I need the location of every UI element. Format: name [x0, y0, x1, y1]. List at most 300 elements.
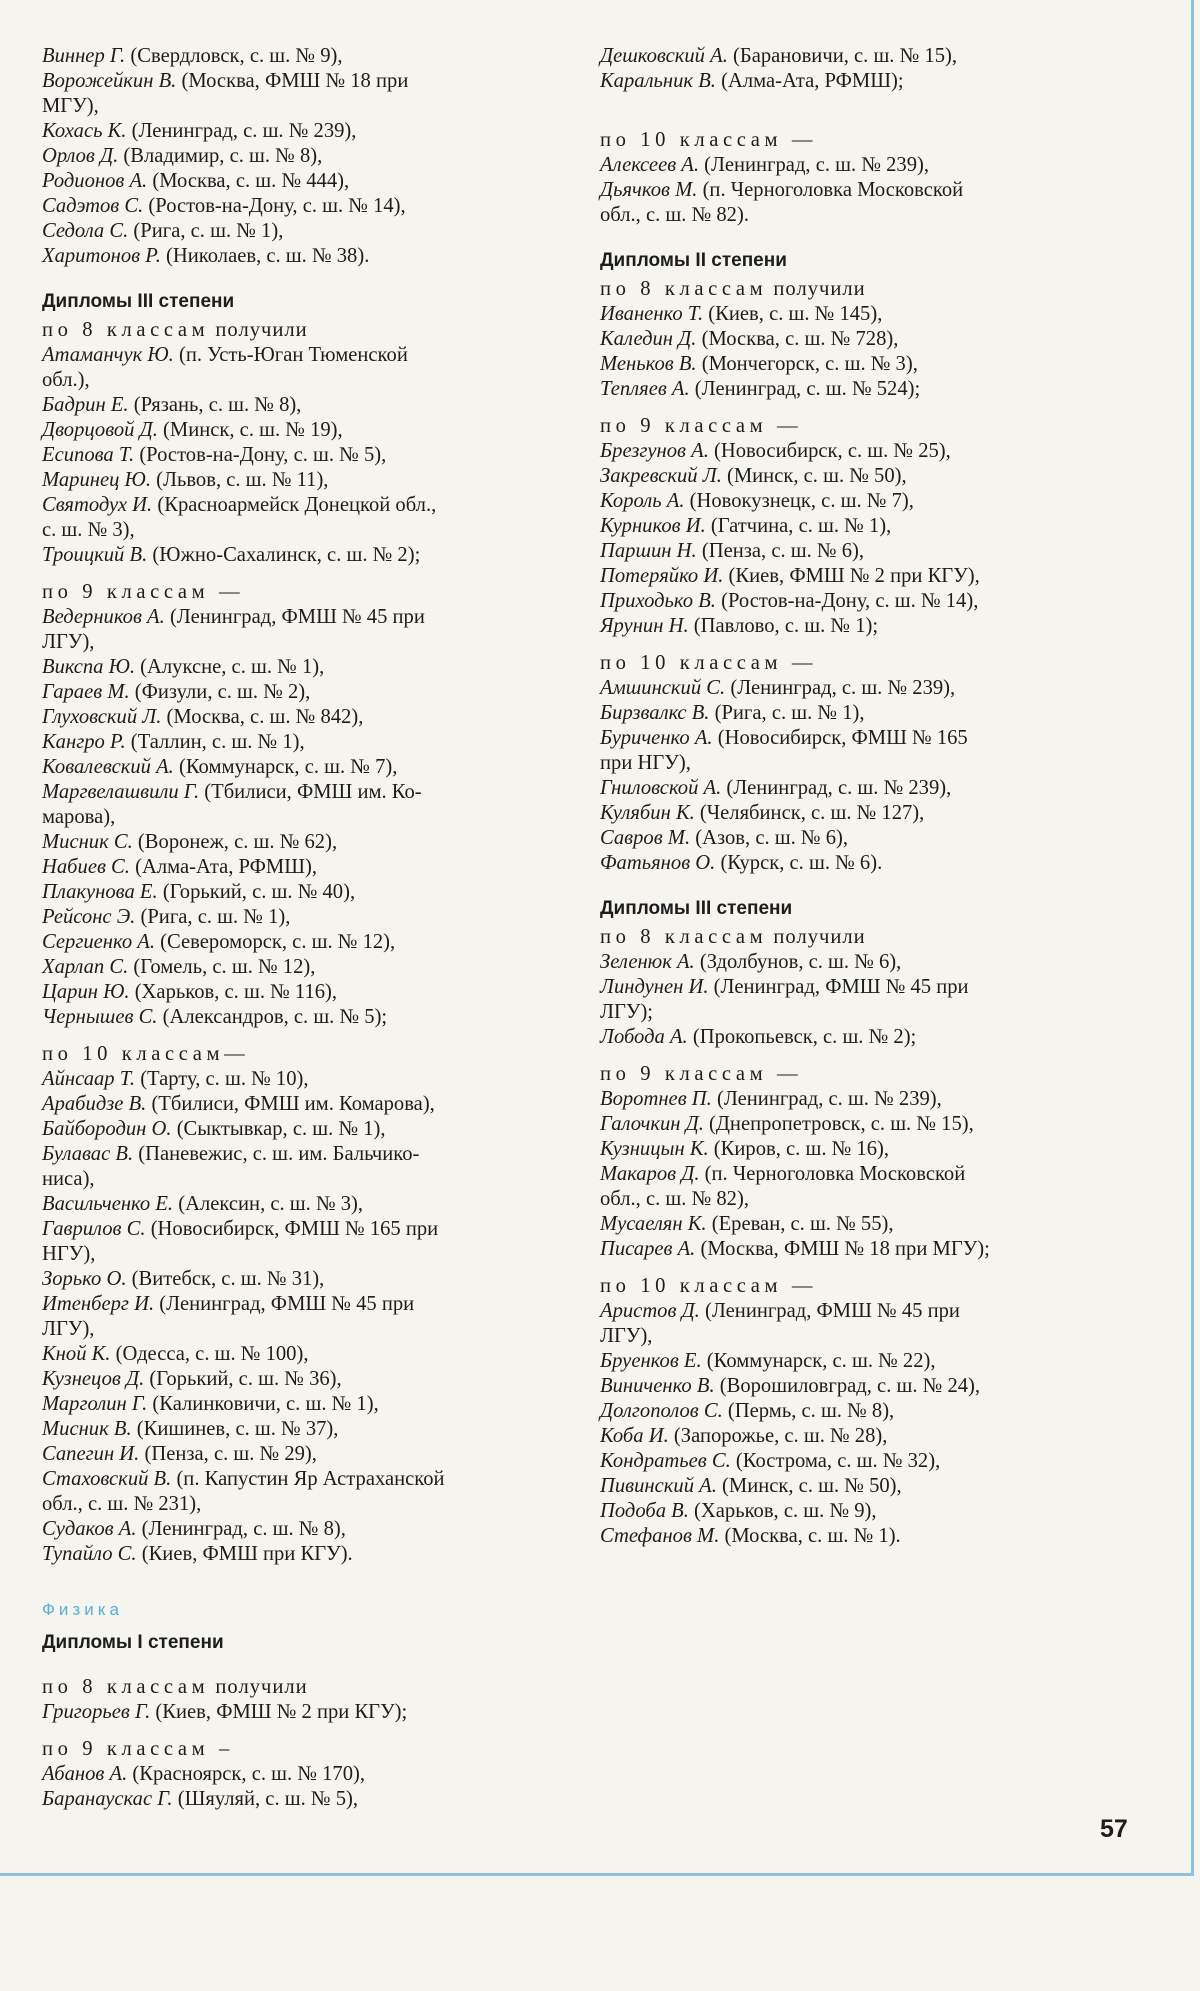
list-line — [42, 194, 575, 219]
section-title-physics: Физика — [42, 1600, 123, 1619]
participant-name: Зорько О. — [42, 1268, 127, 1290]
participant-location: (Москва, с. ш. № 842), — [161, 706, 364, 728]
participant-location: (Рига, с. ш. № 1), — [128, 220, 284, 242]
participant-location: (Киров, с. ш. № 16), — [708, 1138, 890, 1160]
participant-name: Харлап С. — [42, 956, 129, 978]
list-line — [600, 1474, 1135, 1499]
list-line — [600, 489, 1135, 514]
participant-location: (Минск, с. ш. № 50), — [716, 1475, 902, 1497]
participant-location: (Рязань, с. ш. № 8), — [128, 394, 302, 416]
participant-name: Набиев С. — [42, 856, 130, 878]
participant-location: (Курск, с. ш. № 6). — [715, 852, 883, 874]
participant-name: Закревский Л. — [600, 465, 722, 487]
list-line — [600, 676, 1135, 701]
heading-diplomas-ii: Дипломы II степени — [600, 250, 787, 271]
list-line — [42, 219, 575, 244]
heading-diplomas-i: Дипломы I степени — [42, 1632, 224, 1653]
participant-location: (п. Черноголовка Московской — [699, 1163, 966, 1185]
participant-name: Аристов Д. — [600, 1300, 700, 1322]
participant-name: Писарев А. — [600, 1238, 696, 1260]
participant-name: Сапегин И. — [42, 1443, 140, 1465]
participant-location: (Ленинград, ФМШ № 45 при — [154, 1293, 415, 1315]
participant-name: Меньков В. — [600, 353, 697, 375]
list-line — [600, 1424, 1135, 1449]
participant-name: Линдунен И. — [600, 976, 709, 998]
participant-location: (Ленинград, с. ш. № 239), — [725, 677, 956, 699]
participant-location: МГУ), — [42, 95, 99, 117]
list-line — [600, 1299, 1135, 1324]
participant-location: (Александров, с. ш. № 5); — [157, 1006, 388, 1028]
heading-diplomas-iii-right: Дипломы III степени — [600, 898, 793, 919]
participant-location: (Гатчина, с. ш. № 1), — [705, 515, 892, 537]
participant-name: Булавас В. — [42, 1143, 134, 1165]
participant-location: обл., с. ш. № 82). — [600, 204, 749, 226]
list-line — [600, 950, 1135, 975]
participant-location: (Ленинград, с. ш. № 524); — [689, 378, 921, 400]
list-line — [42, 1492, 575, 1517]
participant-name: Каральник В. — [600, 70, 716, 92]
participant-name: Кохась К. — [42, 120, 127, 142]
participant-name: Макаров Д. — [600, 1163, 700, 1185]
list-line — [600, 1000, 1135, 1025]
list-line — [600, 69, 1135, 94]
list-line — [42, 1005, 575, 1030]
participant-name: Галочкин Д. — [600, 1113, 704, 1135]
math-list-top — [42, 44, 575, 269]
list-line — [600, 439, 1135, 464]
participant-location: (Здолбунов, с. ш. № 6), — [694, 951, 902, 973]
subheading-ii-grade-10: по 10 классам — — [600, 652, 818, 674]
participant-location: (Физули, с. ш. № 2), — [129, 681, 311, 703]
list-line — [42, 1542, 575, 1567]
list-line — [600, 975, 1135, 1000]
participant-name: Гаврилов С. — [42, 1218, 146, 1240]
list-line — [42, 543, 575, 568]
participant-location: (п. Черноголовка Московской — [697, 179, 964, 201]
list-line — [600, 302, 1135, 327]
list-line — [42, 69, 575, 94]
list-line — [42, 655, 575, 680]
list-grade-10 — [42, 1067, 575, 1567]
participant-location: (Москва, с. ш. № 1). — [719, 1525, 901, 1547]
list-line — [42, 980, 575, 1005]
list-line — [600, 614, 1135, 639]
list-iii-grade-8 — [600, 950, 1135, 1050]
list-line — [42, 1762, 575, 1787]
list-line — [42, 1167, 575, 1192]
participant-location: (Николаев, с. ш. № 38). — [160, 245, 370, 267]
participant-location: (Горький, с. ш. № 36), — [144, 1368, 342, 1390]
participant-name: Подоба В. — [600, 1500, 689, 1522]
list-line — [42, 1217, 575, 1242]
list-line — [600, 564, 1135, 589]
subheading-grade-9: по 9 классам — — [42, 581, 245, 603]
participant-name: Виниченко В. — [600, 1375, 715, 1397]
physics-subheading-grade-9: по 9 классам – — [42, 1738, 234, 1760]
participant-location: (Свердловск, с. ш. № 9), — [125, 45, 343, 67]
physics-list-grade-9 — [42, 1762, 575, 1812]
list-line — [42, 169, 575, 194]
participant-location: (Москва, ФМШ № 18 при — [176, 70, 409, 92]
participant-location: (Горький, с. ш. № 40), — [157, 881, 356, 903]
list-line — [600, 464, 1135, 489]
participant-name: Стаховский В. — [42, 1468, 172, 1490]
list-line — [600, 1449, 1135, 1474]
list-line — [600, 801, 1135, 826]
list-line — [42, 493, 575, 518]
participant-location: (Одесса, с. ш. № 100), — [110, 1343, 309, 1365]
participant-location: (Барановичи, с. ш. № 15), — [727, 45, 957, 67]
participant-name: Паршин Н. — [600, 540, 697, 562]
participant-location: обл., с. ш. № 82), — [600, 1188, 749, 1210]
participant-location: (Новосибирск, ФМШ № 165 при — [145, 1218, 439, 1240]
list-line — [600, 1087, 1135, 1112]
page-number: 57 — [1100, 1815, 1128, 1843]
participant-location: (Кишинев, с. ш. № 37), — [131, 1418, 339, 1440]
participant-name: Итенберг И. — [42, 1293, 155, 1315]
participant-location: (Пенза, с. ш. № 6), — [696, 540, 865, 562]
participant-name: Воротнев П. — [600, 1088, 712, 1110]
heading-diplomas-iii: Дипломы III степени — [42, 291, 235, 312]
right-column — [600, 44, 1135, 1549]
list-iii-grade-10 — [600, 1299, 1135, 1549]
list-line — [42, 1192, 575, 1217]
participant-name: Арабидзе В. — [42, 1093, 147, 1115]
participant-location: (Челябинск, с. ш. № 127), — [694, 802, 925, 824]
participant-location: (Киев, с. ш. № 145), — [703, 303, 883, 325]
list-line — [42, 244, 575, 269]
list-line — [600, 751, 1135, 776]
subheading-iii-grade-9: по 9 классам — — [600, 1063, 803, 1085]
participant-name: Ведерников А. — [42, 606, 165, 628]
list-line — [42, 1117, 575, 1142]
participant-location: (Днепропетровск, с. ш. № 15), — [703, 1113, 974, 1135]
participant-location: (Кострома, с. ш. № 32), — [730, 1450, 941, 1472]
list-line — [600, 153, 1135, 178]
list-line — [42, 705, 575, 730]
participant-location: (Красноярск, с. ш. № 170), — [127, 1763, 366, 1785]
participant-name: Григорьев Г. — [42, 1701, 151, 1723]
list-line — [42, 343, 575, 368]
participant-location: (Рига, с. ш. № 1), — [135, 906, 291, 928]
participant-name: Бруенков Е. — [600, 1350, 702, 1372]
list-line — [42, 680, 575, 705]
list-line — [600, 514, 1135, 539]
list-line — [42, 94, 575, 119]
participant-name: Фатьянов О. — [600, 852, 716, 874]
participant-name: Брезгунов А. — [600, 440, 709, 462]
list-line — [600, 851, 1135, 876]
list-line — [42, 880, 575, 905]
list-line — [42, 1092, 575, 1117]
participant-location: (Рига, с. ш. № 1), — [709, 702, 865, 724]
list-line — [42, 1242, 575, 1267]
participant-name: Дьячков М. — [600, 179, 698, 201]
participant-name: Плакунова Е. — [42, 881, 158, 903]
list-line — [600, 377, 1135, 402]
list-line — [42, 1392, 575, 1417]
list-line — [42, 805, 575, 830]
participant-name: Король А. — [600, 490, 685, 512]
list-line — [600, 1499, 1135, 1524]
participant-name: Викспа Ю. — [42, 656, 136, 678]
participant-location: (Таллин, с. ш. № 1), — [125, 731, 305, 753]
list-line — [42, 443, 575, 468]
participant-name: Стефанов М. — [600, 1525, 720, 1547]
participant-location: (Азов, с. ш. № 6), — [690, 827, 849, 849]
participant-name: Приходько В. — [600, 590, 716, 612]
participant-location: обл., с. ш. № 231), — [42, 1493, 202, 1515]
participant-name: Тепляев А. — [600, 378, 690, 400]
participant-name: Савров М. — [600, 827, 691, 849]
list-line — [42, 368, 575, 393]
participant-name: Каледин Д. — [600, 328, 697, 350]
participant-location: (Алексин, с. ш. № 3), — [173, 1193, 364, 1215]
participant-location: (Москва, ФМШ № 18 при МГУ); — [695, 1238, 990, 1260]
list-line — [42, 1342, 575, 1367]
participant-name: Кной К. — [42, 1343, 111, 1365]
participant-name: Иваненко Т. — [600, 303, 704, 325]
participant-location: (Ленинград, с. ш. № 8), — [136, 1518, 346, 1540]
participant-location: (Ростов-на-Дону, с. ш. № 5), — [134, 444, 387, 466]
subheading-ii-grade-9: по 9 классам — — [600, 415, 803, 437]
participant-name: Гараев М. — [42, 681, 130, 703]
participant-location: (Прокопьевск, с. ш. № 2); — [687, 1026, 917, 1048]
participant-location: (Ленинград, ФМШ № 45 при — [699, 1300, 960, 1322]
participant-name: Судаков А. — [42, 1518, 137, 1540]
participant-location: (Алуксне, с. ш. № 1), — [135, 656, 325, 678]
participant-name: Лобода А. — [600, 1026, 688, 1048]
subheading-grade-10-top: по 10 классам — — [600, 129, 818, 151]
participant-location: (Красноармейск Донецкой обл., — [152, 494, 437, 516]
subheading-grade-10: по 10 классам— — [42, 1043, 250, 1065]
list-line — [600, 1025, 1135, 1050]
list-line — [42, 755, 575, 780]
participant-name: Долгополов С. — [600, 1400, 723, 1422]
list-line — [42, 1317, 575, 1342]
participant-name: Гниловской А. — [600, 777, 722, 799]
participant-location: при НГУ), — [600, 752, 691, 774]
list-line — [600, 539, 1135, 564]
participant-name: Потеряйко И. — [600, 565, 724, 587]
participant-location: (Южно-Сахалинск, с. ш. № 2); — [147, 544, 421, 566]
list-line — [600, 1349, 1135, 1374]
participant-name: Зеленюк А. — [600, 951, 695, 973]
list-line — [42, 1142, 575, 1167]
participant-location: (Шяуляй, с. ш. № 5), — [172, 1788, 358, 1810]
participant-name: Маринец Ю. — [42, 469, 151, 491]
participant-location: (п. Усть-Юган Тюменской — [173, 344, 408, 366]
participant-location: (Сыктывкар, с. ш. № 1), — [171, 1118, 386, 1140]
list-line — [600, 1137, 1135, 1162]
list-line — [42, 1417, 575, 1442]
participant-location: (Харьков, с. ш. № 116), — [129, 981, 338, 1003]
list-line — [42, 930, 575, 955]
participant-location: (Павлово, с. ш. № 1); — [688, 615, 879, 637]
list-line — [600, 352, 1135, 377]
participant-name: Буриченко А. — [600, 727, 713, 749]
participant-name: Абанов А. — [42, 1763, 128, 1785]
subheading-iii-grade-8: по 8 классам получили — [600, 926, 866, 948]
list-line — [600, 1399, 1135, 1424]
list-line — [600, 1524, 1135, 1549]
list-line — [42, 730, 575, 755]
participant-name: Атаманчук Ю. — [42, 344, 174, 366]
participant-location: с. ш. № 3), — [42, 519, 135, 541]
participant-location: ЛГУ); — [600, 1001, 654, 1023]
list-line — [600, 1187, 1135, 1212]
participant-name: Харитонов Р. — [42, 245, 161, 267]
participant-location: (Алма-Ата, РФМШ), — [129, 856, 317, 878]
list-line — [600, 1162, 1135, 1187]
list-line — [42, 144, 575, 169]
participant-location: ЛГУ), — [42, 631, 95, 653]
participant-name: Айнсаар Т. — [42, 1068, 136, 1090]
participant-name: Курников И. — [600, 515, 706, 537]
list-grade-10-top — [600, 153, 1135, 228]
participant-location: (Харьков, с. ш. № 9), — [688, 1500, 877, 1522]
participant-location: (Коммунарск, с. ш. № 7), — [173, 756, 398, 778]
list-line — [42, 418, 575, 443]
participant-name: Есипова Т. — [42, 444, 135, 466]
list-line — [600, 776, 1135, 801]
list-line — [42, 1442, 575, 1467]
list-line — [600, 203, 1135, 228]
participant-location: (Владимир, с. ш. № 8), — [118, 145, 323, 167]
list-line — [42, 1292, 575, 1317]
participant-name: Дворцовой Д. — [42, 419, 158, 441]
participant-location: (Новосибирск, с. ш. № 25), — [708, 440, 951, 462]
participant-name: Маргвелашвили Г. — [42, 781, 200, 803]
participant-location: (Киев, ФМШ № 2 при КГУ), — [723, 565, 980, 587]
participant-name: Васильченко Е. — [42, 1193, 174, 1215]
participant-location: (Ленинград, ФМШ № 45 при — [164, 606, 425, 628]
list-line — [42, 1267, 575, 1292]
participant-name: Садэтов С. — [42, 195, 144, 217]
participant-location: обл.), — [42, 369, 90, 391]
list-line — [600, 1324, 1135, 1349]
participant-location: (Новокузнецк, с. ш. № 7), — [684, 490, 914, 512]
participant-name: Виннер Г. — [42, 45, 126, 67]
participant-location: (Ворошиловград, с. ш. № 24), — [714, 1375, 981, 1397]
list-line — [42, 605, 575, 630]
participant-name: Чернышев С. — [42, 1006, 158, 1028]
list-line — [600, 44, 1135, 69]
list-line — [600, 1374, 1135, 1399]
left-column — [42, 44, 575, 1812]
list-grade-8 — [42, 343, 575, 568]
participant-name: Ворожейкин В. — [42, 70, 177, 92]
participant-location: (Минск, с. ш. № 50), — [721, 465, 907, 487]
physics-list-grade-8 — [42, 1700, 575, 1725]
participant-location: (Львов, с. ш. № 11), — [150, 469, 329, 491]
participant-location: (Калинковичи, с. ш. № 1), — [147, 1393, 379, 1415]
physics-subheading-grade-8: по 8 классам получили — [42, 1676, 308, 1698]
participant-name: Коба И. — [600, 1425, 669, 1447]
list-ii-grade-8 — [600, 302, 1135, 402]
subheading-iii-grade-10: по 10 классам — — [600, 1275, 818, 1297]
participant-location: (Пермь, с. ш. № 8), — [722, 1400, 895, 1422]
participant-location: (Москва, с. ш. № 444), — [147, 170, 350, 192]
participant-location: (Тбилиси, ФМШ им. Комарова), — [146, 1093, 435, 1115]
participant-location: (Пенза, с. ш. № 29), — [139, 1443, 317, 1465]
participant-name: Ковалевский А. — [42, 756, 174, 778]
participant-name: Ярунин Н. — [600, 615, 689, 637]
list-line — [42, 1367, 575, 1392]
participant-name: Кузнецов Д. — [42, 1368, 145, 1390]
list-ii-grade-10 — [600, 676, 1135, 876]
list-iii-grade-9 — [600, 1087, 1135, 1262]
participant-name: Алексеев А. — [600, 154, 700, 176]
list-line — [42, 905, 575, 930]
participant-name: Мусаелян К. — [600, 1213, 707, 1235]
list-line — [42, 855, 575, 880]
participant-location: НГУ), — [42, 1243, 96, 1265]
participant-name: Кангро Р. — [42, 731, 126, 753]
list-line — [600, 1237, 1135, 1262]
participant-location: (Ленинград, с. ш. № 239), — [126, 120, 357, 142]
list-line — [42, 1467, 575, 1492]
participant-name: Мисник В. — [42, 1418, 132, 1440]
participant-location: ниса), — [42, 1168, 95, 1190]
participant-location: (Гомель, с. ш. № 12), — [128, 956, 316, 978]
list-line — [42, 44, 575, 69]
list-line — [600, 701, 1135, 726]
list-line — [42, 955, 575, 980]
participant-location: (Мончегорск, с. ш. № 3), — [696, 353, 918, 375]
participant-location: (Тарту, с. ш. № 10), — [135, 1068, 309, 1090]
participant-name: Сергиенко А. — [42, 931, 156, 953]
list-line — [600, 1212, 1135, 1237]
participant-name: Кондратьев С. — [600, 1450, 731, 1472]
list-line — [42, 119, 575, 144]
participant-location: (Новосибирск, ФМШ № 165 — [712, 727, 968, 749]
list-line — [600, 1112, 1135, 1137]
participant-name: Дешковский А. — [600, 45, 728, 67]
participant-name: Седола С. — [42, 220, 129, 242]
participant-location: (Североморск, с. ш. № 12), — [155, 931, 396, 953]
participant-location: ЛГУ), — [42, 1318, 95, 1340]
participant-name: Амшинский С. — [600, 677, 726, 699]
math-list-top-right — [600, 44, 1135, 94]
list-line — [600, 726, 1135, 751]
participant-location: (Ленинград, с. ш. № 239), — [711, 1088, 942, 1110]
participant-location: (Алма-Ата, РФМШ); — [715, 70, 904, 92]
list-line — [600, 327, 1135, 352]
list-line — [42, 468, 575, 493]
list-line — [42, 630, 575, 655]
list-grade-9 — [42, 605, 575, 1030]
list-line — [42, 830, 575, 855]
participant-name: Пивинский А. — [600, 1475, 717, 1497]
participant-location: (Паневежис, с. ш. им. Бальчико- — [133, 1143, 420, 1165]
participant-name: Орлов Д. — [42, 145, 119, 167]
participant-location: (Ленинград, ФМШ № 45 при — [708, 976, 969, 998]
participant-location: (Запорожье, с. ш. № 28), — [668, 1425, 888, 1447]
participant-location: марова), — [42, 806, 116, 828]
participant-location: ЛГУ), — [600, 1325, 653, 1347]
participant-name: Рейсонс Э. — [42, 906, 136, 928]
subheading-ii-grade-8: по 8 классам получили — [600, 278, 866, 300]
participant-name: Кулябин К. — [600, 802, 695, 824]
participant-location: (Ленинград, с. ш. № 239), — [721, 777, 952, 799]
participant-name: Мисник С. — [42, 831, 133, 853]
list-line — [42, 1517, 575, 1542]
list-line — [42, 1787, 575, 1812]
participant-location: (Коммунарск, с. ш. № 22), — [701, 1350, 936, 1372]
participant-location: (Ростов-на-Дону, с. ш. № 14), — [143, 195, 406, 217]
participant-name: Троицкий В. — [42, 544, 148, 566]
